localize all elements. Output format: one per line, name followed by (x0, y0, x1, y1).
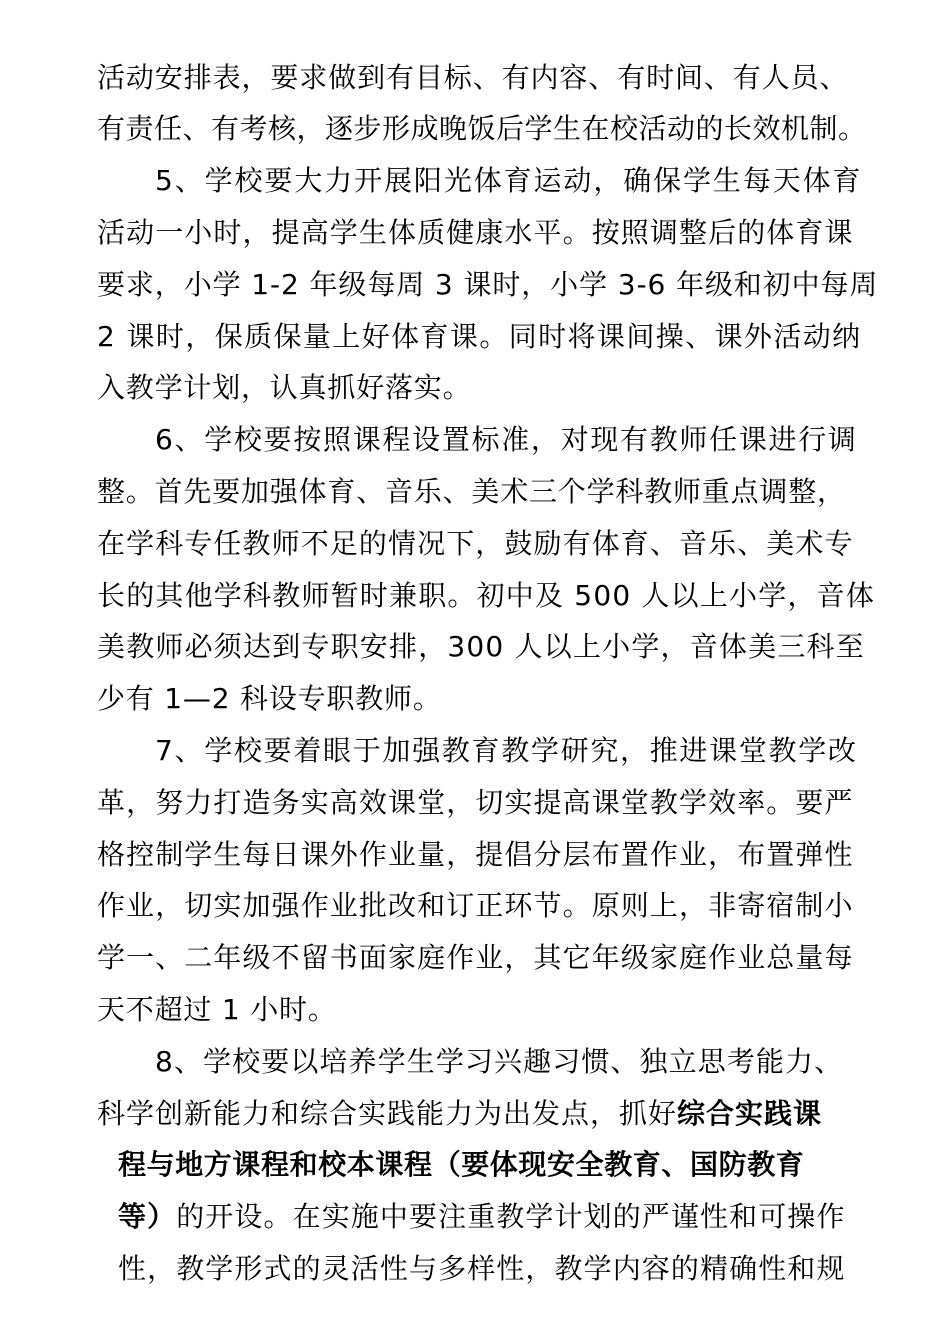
text-segment: 科学创新能力和综合实践能力为出发点，抓好 (97, 1097, 678, 1130)
text-segment: 7、学校要着眼于加强教育教学研究，推进课堂教学改 (155, 734, 858, 767)
text-segment: 活动一小时，提高学生体质健康水平。按照调整后的体育课 (97, 216, 854, 249)
text-segment: 天不超过 1 小时。 (97, 993, 337, 1026)
paragraph-line (97, 311, 862, 363)
paragraph-line (97, 103, 867, 155)
paragraph-line (97, 673, 442, 725)
paragraph-line (97, 52, 848, 104)
paragraph-line (97, 1088, 822, 1140)
text-segment-bold: 程与地方课程和校本课程（要体现安全教育、国防教育 (118, 1148, 805, 1181)
paragraph-line (97, 362, 471, 414)
text-segment: 6、学校要按照课程设置标准，对现有教师任课进行调 (155, 423, 858, 456)
paragraph-line (97, 984, 337, 1036)
text-segment: 2 课时，保质保量上好体育课。同时将课间操、课外活动纳 (97, 320, 862, 353)
paragraph-line (155, 1036, 843, 1088)
text-segment: 入教学计划，认真抓好落实。 (97, 371, 472, 404)
paragraph-line (155, 155, 862, 207)
paragraph-line (97, 518, 854, 570)
text-segment-bold: 等） (118, 1200, 177, 1233)
paragraph-line (118, 1243, 846, 1295)
paragraph-line (97, 880, 854, 932)
text-segment: 8、学校要以培养学生学习兴趣习惯、独立思考能力、 (155, 1045, 844, 1078)
text-segment: 格控制学生每日课外作业量，提倡分层布置作业，布置弹性 (97, 838, 854, 871)
text-segment: 学一、二年级不留书面家庭作业，其它年级家庭作业总量每 (97, 941, 854, 974)
text-segment: 要求，小学 1-2 年级每周 3 课时，小学 3-6 年级和初中每周 (97, 268, 879, 301)
text-segment: 在学科专任教师不足的情况下，鼓励有体育、音乐、美术专 (97, 527, 854, 560)
text-segment: 整。首先要加强体育、音乐、美术三个学科教师重点调整， (97, 475, 846, 508)
paragraph-line (97, 570, 875, 622)
paragraph-line (118, 1139, 804, 1191)
text-segment: 5、学校要大力开展阳光体育运动，确保学生每天体育 (155, 164, 863, 197)
paragraph-line (97, 259, 878, 311)
paragraph-line (97, 777, 854, 829)
paragraph-line (97, 621, 865, 673)
text-segment: 作业，切实加强作业批改和订正环节。原则上，非寄宿制小 (97, 889, 854, 922)
paragraph-line (97, 466, 846, 518)
paragraph-line (155, 725, 858, 777)
text-segment: 有责任、有考核，逐步形成晚饭后学生在校活动的长效机制。 (97, 112, 867, 145)
paragraph-line (97, 932, 854, 984)
text-segment: 的开设。在实施中要注重教学计划的严谨性和可操作 (176, 1200, 846, 1233)
text-segment: 美教师必须达到专职安排，300 人以上小学，音体美三科至 (97, 630, 865, 663)
text-segment: 性，教学形式的灵活性与多样性，教学内容的精确性和规 (118, 1252, 846, 1285)
text-segment: 革，努力打造务实高效课堂，切实提高课堂教学效率。要严 (97, 786, 854, 819)
paragraph-line (97, 207, 854, 259)
text-segment: 长的其他学科教师暂时兼职。初中及 500 人以上小学，音体 (97, 579, 876, 612)
text-segment: 活动安排表，要求做到有目标、有内容、有时间、有人员、 (97, 61, 849, 94)
text-segment: 少有 1—2 科设专职教师。 (97, 682, 442, 715)
paragraph-line (97, 829, 854, 881)
text-segment-bold: 综合实践课 (677, 1097, 823, 1130)
paragraph-line (155, 414, 858, 466)
paragraph-line (118, 1191, 846, 1243)
